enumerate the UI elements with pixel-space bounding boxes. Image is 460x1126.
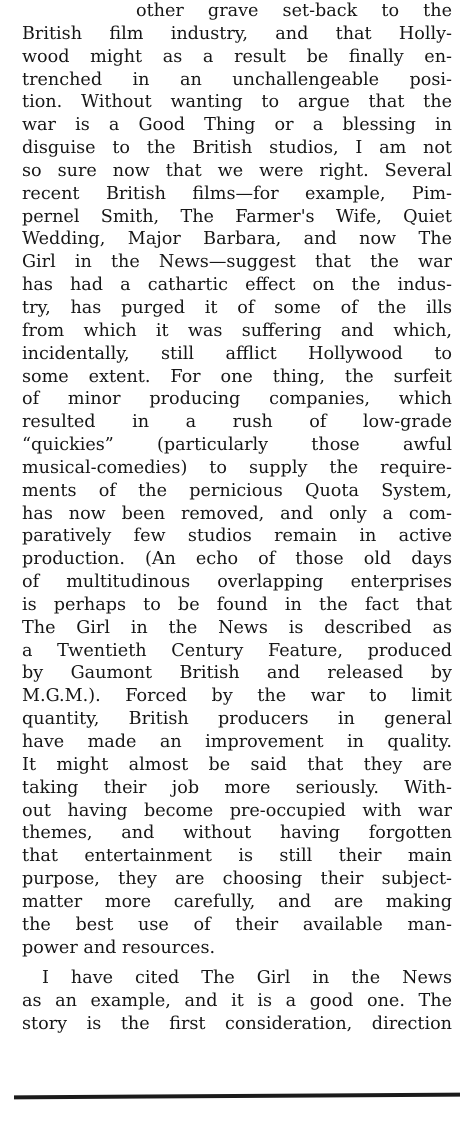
paragraph-2 — [22, 967, 452, 1036]
text-line: some extent. For one thing, the surfeit — [22, 366, 452, 387]
text-line: of multitudinous overlapping enterprises — [22, 572, 452, 593]
text-line: a Twentieth Century Feature, produced — [22, 640, 452, 661]
text-line: wood might as a result be finally en- — [22, 46, 452, 67]
text-line: trenched in an unchallengeable posi- — [22, 69, 452, 90]
text-line: taking their job more seriously. With- — [22, 777, 452, 798]
text-line: resulted in a rush of low-grade — [22, 412, 452, 433]
text-line: by Gaumont British and released by — [22, 663, 452, 684]
text-line: I have cited The Girl in the News — [42, 968, 452, 989]
text-line: Girl in the News—suggest that the war — [22, 252, 452, 273]
text-line: is perhaps to be found in the fact that — [22, 594, 452, 615]
text-line: has had a cathartic effect on the indus- — [22, 275, 452, 296]
text-line: themes, and without having forgotten — [22, 823, 452, 844]
text-line: incidentally, still afflict Hollywood to — [22, 343, 452, 364]
text-line: pernel Smith, The Farmer's Wife, Quiet — [22, 206, 452, 227]
text-line: paratively few studios remain in active — [22, 526, 452, 547]
text-line: purpose, they are choosing their subject- — [22, 869, 452, 890]
text-line: ments of the pernicious Quota System, — [22, 480, 452, 501]
text-line: story is the first consideration, direction — [22, 1014, 452, 1035]
text-line: from which it was suffering and which, — [22, 320, 452, 341]
text-line: disguise to the British studios, I am not — [22, 138, 452, 159]
text-line: production. (An echo of those old days — [22, 549, 452, 570]
text-line: British film industry, and that Holly- — [22, 23, 452, 44]
text-line: as an example, and it is a good one. The — [22, 991, 452, 1012]
text-line: Wedding, Major Barbara, and now The — [22, 229, 452, 250]
article-column — [22, 0, 452, 1036]
text-line: “quickies” (particularly those awful — [22, 435, 452, 456]
text-line: war is a Good Thing or a blessing in — [22, 115, 452, 136]
text-line: tion. Without wanting to argue that the — [22, 92, 452, 113]
text-line: the best use of their available man- — [22, 914, 452, 935]
text-line: recent British films—for example, Pim- — [22, 183, 452, 204]
text-line: It might almost be said that they are — [22, 754, 452, 775]
text-line: M.G.M.). Forced by the war to limit — [22, 686, 452, 707]
text-line: The Girl in the News is described as — [22, 617, 452, 638]
text-line: out having become pre-occupied with war — [22, 800, 452, 821]
text-line: other grave set-back to the — [136, 1, 452, 21]
text-line: so sure now that we were right. Several — [22, 160, 452, 181]
text-line: of minor producing companies, which — [22, 389, 452, 410]
text-line: have made an improvement in quality. — [22, 732, 452, 752]
text-line: quantity, British producers in general — [22, 709, 452, 730]
text-line: matter more carefully, and are making — [22, 891, 452, 912]
paragraph-1 — [22, 0, 452, 959]
text-line: power and resources. — [22, 937, 216, 958]
text-line: has now been removed, and only a com- — [22, 503, 452, 524]
paragraph-gap — [22, 959, 452, 967]
column-rule — [14, 1093, 460, 1100]
text-line: musical-comedies) to supply the require- — [22, 457, 452, 478]
text-line: try, has purged it of some of the ills — [22, 297, 452, 318]
text-line: that entertainment is still their main — [22, 846, 452, 867]
